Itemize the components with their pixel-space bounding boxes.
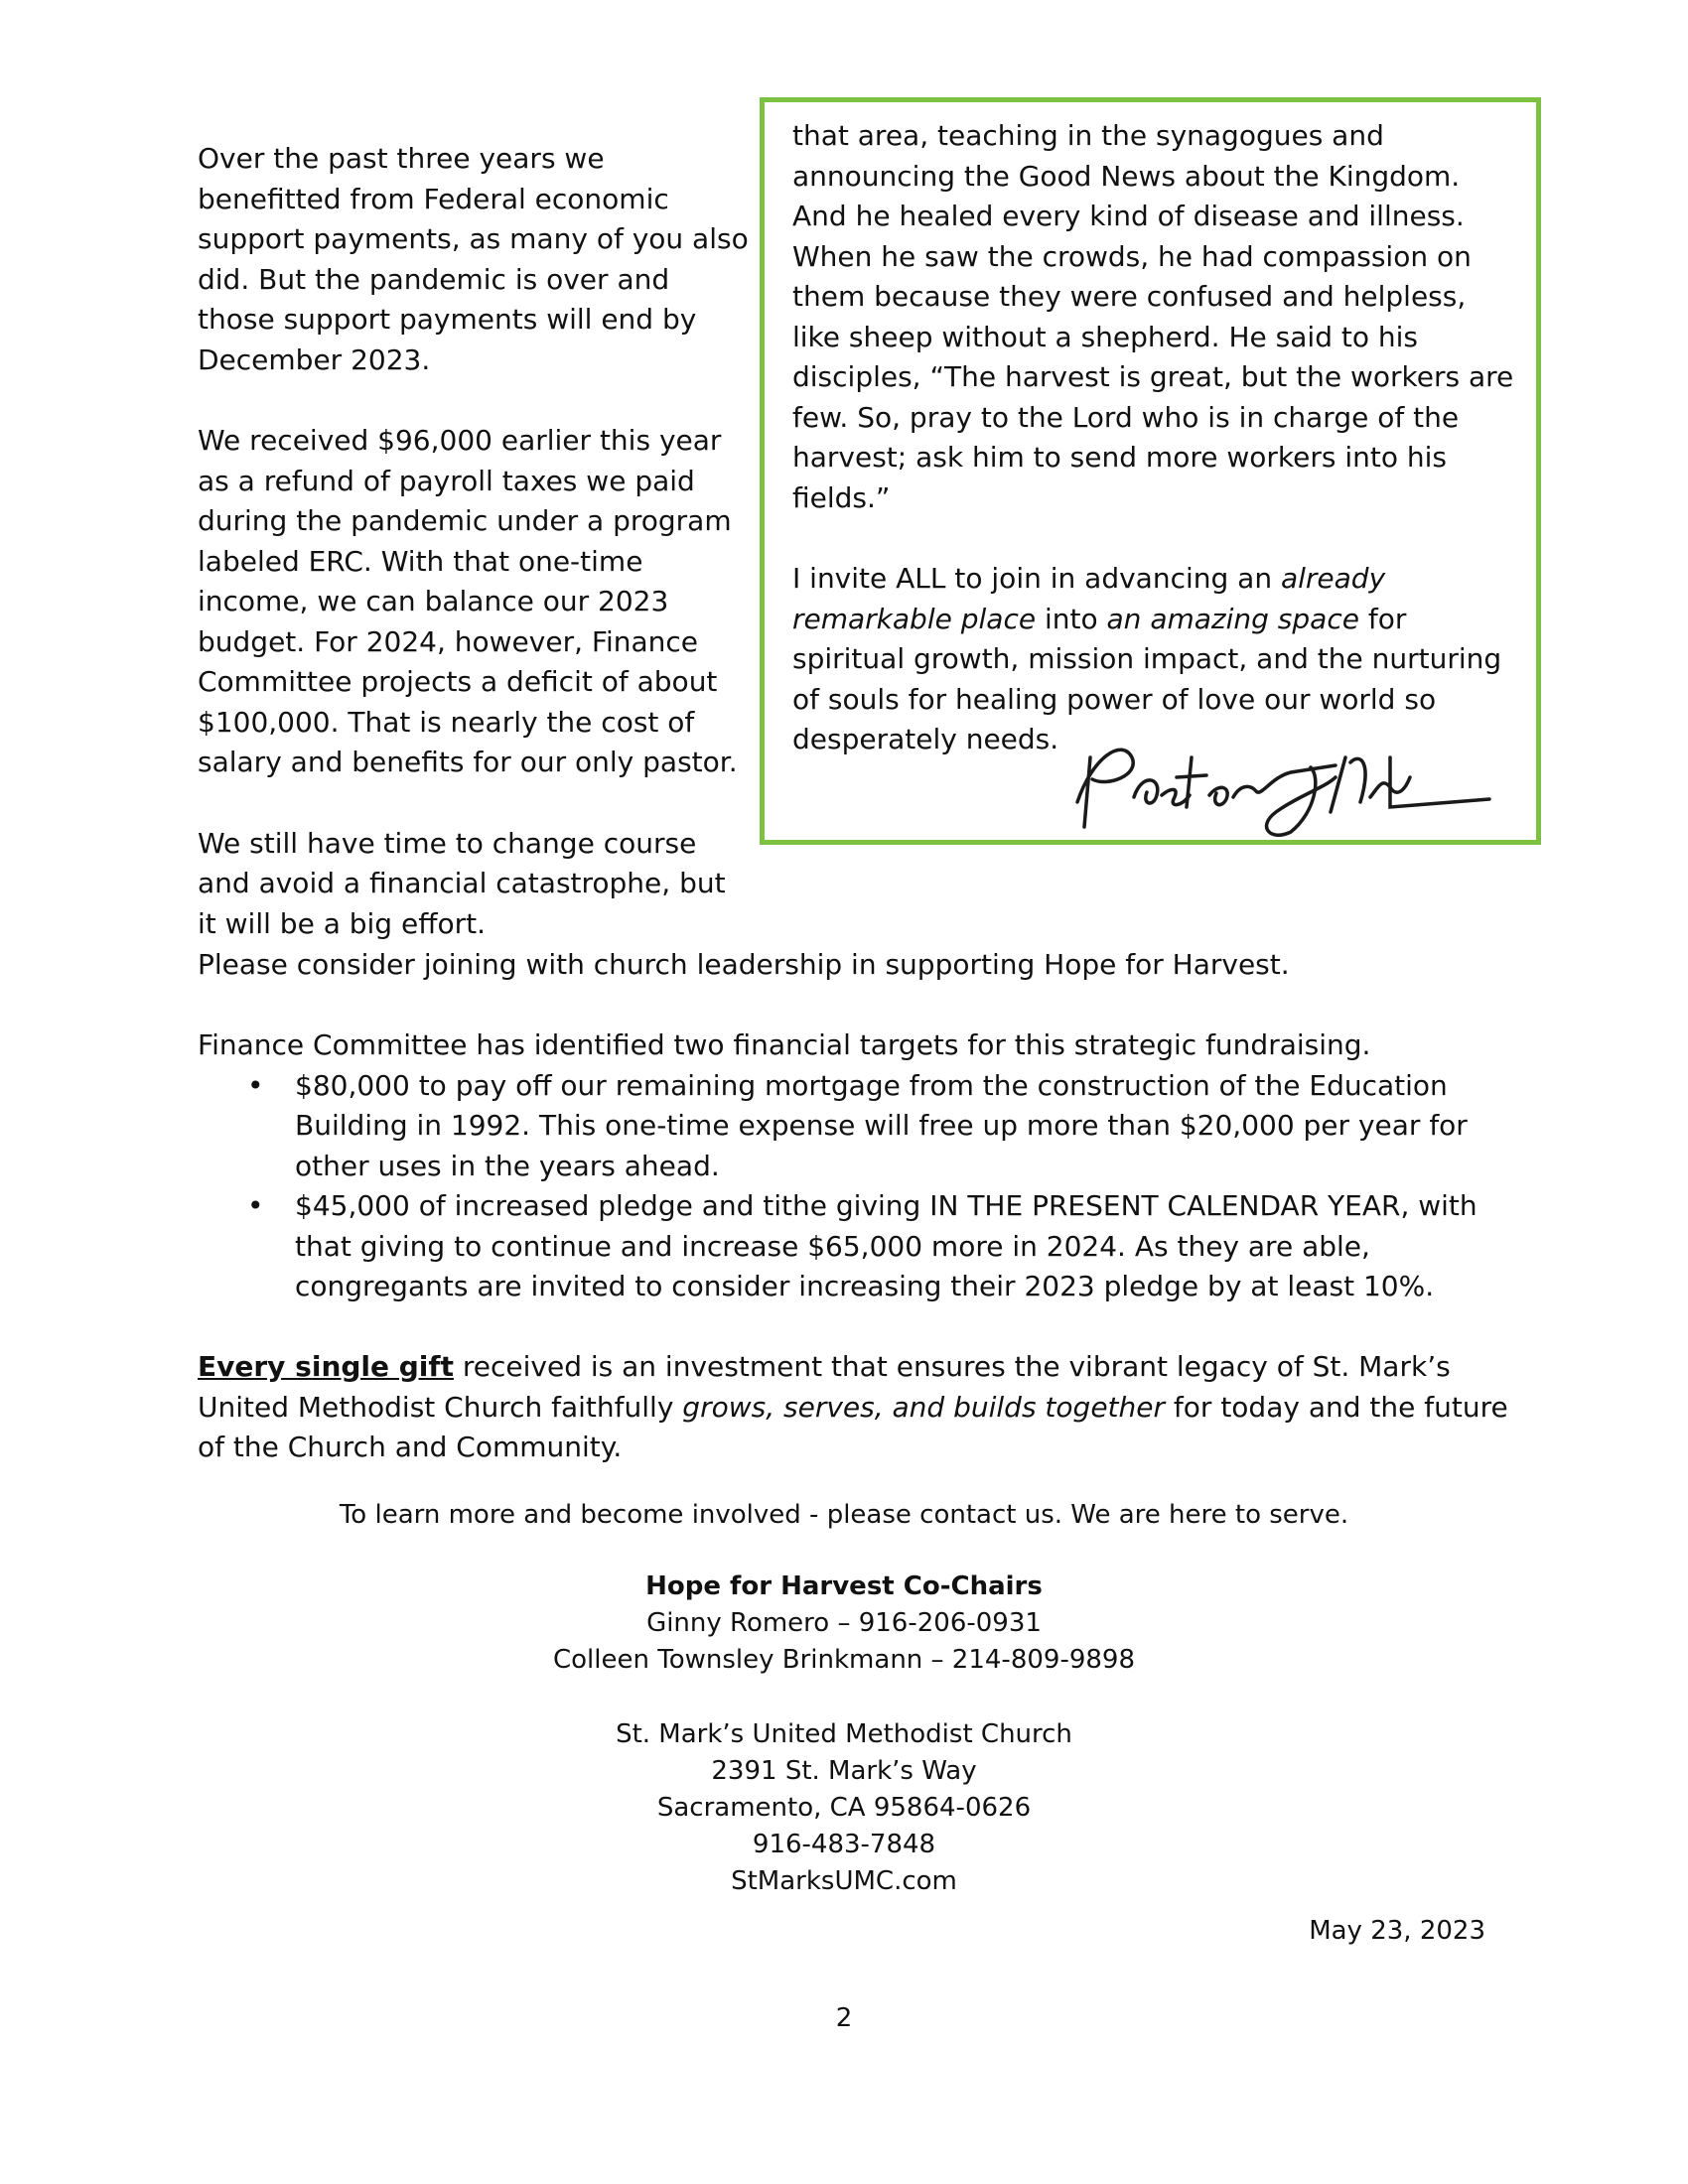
paragraph-federal-support: Over the past three years we benefitted from Federal economic support payments, as many of you also did. But the pandemic is over and those support payments will end by December 2023. xyxy=(198,142,749,376)
church-name: St. Mark’s United Methodist Church xyxy=(616,1719,1072,1749)
invite-text-3: for spiritual growth, mission impact, and the nurturing of souls for healing power of love our world so desperately needs. xyxy=(792,602,1502,755)
invite-italic-1: already remarkable place xyxy=(792,562,1386,635)
paragraph-every-gift xyxy=(198,1347,1518,1468)
church-street: 2391 St. Mark’s Way xyxy=(711,1756,977,1786)
letter-date: May 23, 2023 xyxy=(1309,1916,1485,1946)
page-number: 2 xyxy=(835,2003,853,2033)
gift-text-2: for today and the future of the Church and Community. xyxy=(198,1390,1508,1463)
bullet-text-mortgage: $80,000 to pay off our remaining mortgage from the construction of the Education Building in 1992. This one-time expense will free up more than $20,000 per year for other uses in the years ahead. xyxy=(295,1068,1468,1182)
paragraph-change-course: We still have time to change course and avoid a financial catastrophe, but it will be a big effort. xyxy=(198,826,726,940)
pastor-message-box xyxy=(760,97,1541,845)
invite-italic-2: an amazing space xyxy=(1106,602,1359,635)
list-item xyxy=(198,1066,1518,1187)
contact-intro: To learn more and become involved - please contact us. We are here to serve. xyxy=(339,1500,1349,1530)
bullet-icon: • xyxy=(247,1068,264,1102)
gift-text-1: received is an investment that ensures the vibrant legacy of St. Mark’s United Methodist Church faithfully xyxy=(198,1350,1451,1424)
cochairs-heading: Hope for Harvest Co-Chairs xyxy=(645,1571,1043,1601)
paragraph-erc-refund: We received $96,000 earlier this year as a refund of payroll taxes we paid during the pandemic under a program labeled ERC. With that one-time income, we can balance our 2023 budget. For 2024, however, Finance Committee projects a deficit of about $100,000. That is nearly the cost of salary and benefits for our only pastor. xyxy=(198,424,738,778)
contact-block xyxy=(0,1569,1688,1679)
gift-italic: grows, serves, and builds together xyxy=(682,1390,1166,1424)
paragraph-financial-targets: Finance Committee has identified two financial targets for this strategic fundraising. xyxy=(198,1028,1371,1061)
box-scripture-paragraph: that area, teaching in the synagogues and announcing the Good News about the Kingdom. And he healed every kind of disease and illness. When he saw the crowds, he had compassion on them because they were confused and helpless, like sheep without a shepherd. He said to his disciples, “The harvest is great, but the workers are few. So, pray to the Lord who is in charge of the harvest; ask him to send more workers into his fields.” xyxy=(792,119,1514,514)
left-column xyxy=(198,139,749,985)
church-city: Sacramento, CA 95864-0626 xyxy=(656,1793,1032,1823)
church-address xyxy=(0,1716,1688,1900)
targets-list xyxy=(198,1066,1518,1307)
list-item xyxy=(198,1186,1518,1307)
cochair-2: Colleen Townsley Brinkmann – 214-809-9898 xyxy=(553,1645,1135,1675)
cochair-1: Ginny Romero – 916-206-0931 xyxy=(646,1608,1042,1638)
pastor-signature xyxy=(1062,718,1509,842)
invite-text-2: into xyxy=(1036,602,1107,635)
bullet-icon: • xyxy=(247,1189,264,1222)
church-website: StMarksUMC.com xyxy=(731,1866,957,1896)
every-gift-emphasis: Every single gift xyxy=(198,1350,454,1383)
letter-body xyxy=(198,945,1518,1468)
bullet-text-pledge: $45,000 of increased pledge and tithe giving IN THE PRESENT CALENDAR YEAR, with that giving to continue and increase $65,000 more in 2024. As they are able, congregants are invited to consider increasing their 2023 pledge by at least 10%. xyxy=(295,1189,1477,1302)
invite-text-1: I invite ALL to join in advancing an xyxy=(792,562,1281,595)
church-phone: 916-483-7848 xyxy=(752,1830,936,1859)
paragraph-consider-joining: Please consider joining with church leadership in supporting Hope for Harvest. xyxy=(198,948,1290,981)
